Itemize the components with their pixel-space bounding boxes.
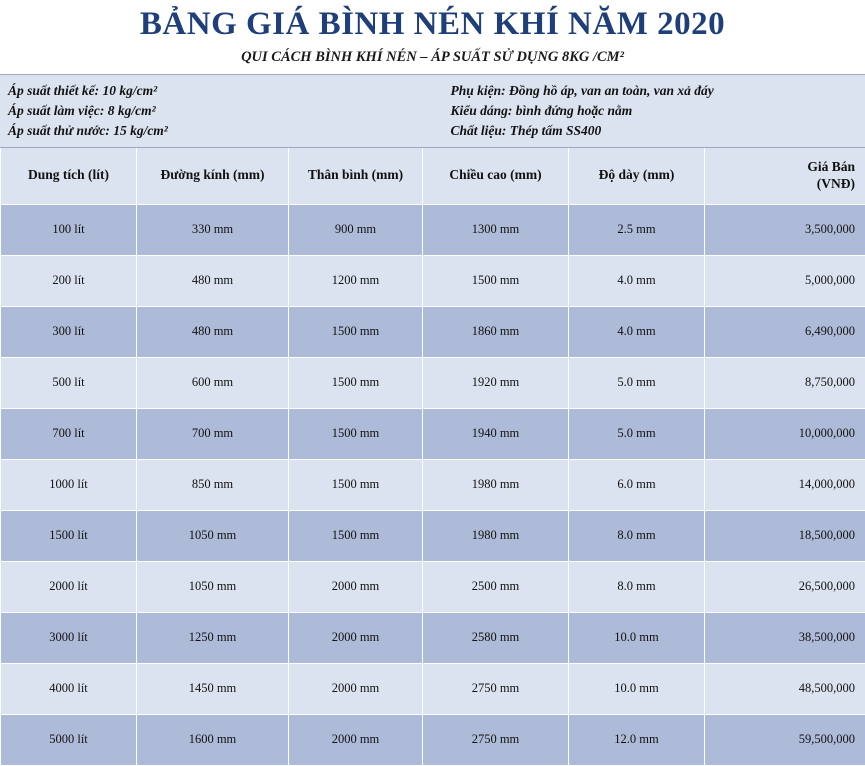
cell-body: 1500 mm — [289, 306, 423, 357]
cell-thickness: 4.0 mm — [569, 255, 705, 306]
cell-price: 59,500,000 — [705, 714, 865, 765]
cell-body: 1500 mm — [289, 408, 423, 459]
cell-height: 1500 mm — [423, 255, 569, 306]
cell-height: 2750 mm — [423, 663, 569, 714]
cell-body: 1500 mm — [289, 357, 423, 408]
cell-diameter: 1600 mm — [137, 714, 289, 765]
cell-height: 1300 mm — [423, 204, 569, 255]
cell-body: 2000 mm — [289, 612, 423, 663]
cell-height: 2580 mm — [423, 612, 569, 663]
cell-capacity: 3000 lít — [1, 612, 137, 663]
spec-test-pressure: Áp suất thử nước: 15 kg/cm² — [8, 121, 415, 141]
spec-design-pressure: Áp suất thiết kế: 10 kg/cm² — [8, 81, 415, 101]
cell-thickness: 10.0 mm — [569, 612, 705, 663]
cell-thickness: 5.0 mm — [569, 408, 705, 459]
column-header-price-line1: Giá Bán — [709, 159, 855, 176]
cell-height: 2750 mm — [423, 714, 569, 765]
column-header-diameter: Đường kính (mm) — [137, 148, 289, 205]
cell-capacity: 4000 lít — [1, 663, 137, 714]
cell-price: 10,000,000 — [705, 408, 865, 459]
cell-capacity: 500 lít — [1, 357, 137, 408]
cell-diameter: 480 mm — [137, 255, 289, 306]
cell-thickness: 10.0 mm — [569, 663, 705, 714]
table-row — [1, 408, 865, 459]
cell-height: 1980 mm — [423, 459, 569, 510]
cell-thickness: 8.0 mm — [569, 561, 705, 612]
cell-height: 1980 mm — [423, 510, 569, 561]
table-row — [1, 204, 865, 255]
cell-capacity: 100 lít — [1, 204, 137, 255]
cell-diameter: 1450 mm — [137, 663, 289, 714]
cell-capacity: 200 lít — [1, 255, 137, 306]
cell-price: 6,490,000 — [705, 306, 865, 357]
cell-thickness: 12.0 mm — [569, 714, 705, 765]
cell-price: 18,500,000 — [705, 510, 865, 561]
spec-style: Kiểu dáng: bình đứng hoặc nằm — [451, 101, 858, 121]
cell-price: 3,500,000 — [705, 204, 865, 255]
cell-price: 5,000,000 — [705, 255, 865, 306]
table-header-row — [1, 148, 865, 205]
specs-column-left — [0, 81, 423, 141]
cell-diameter: 1250 mm — [137, 612, 289, 663]
column-header-capacity: Dung tích (lít) — [1, 148, 137, 205]
table-row — [1, 561, 865, 612]
cell-capacity: 2000 lít — [1, 561, 137, 612]
table-row — [1, 612, 865, 663]
title-bar — [0, 0, 865, 47]
cell-height: 1860 mm — [423, 306, 569, 357]
column-header-price — [705, 148, 865, 205]
page-subtitle: QUI CÁCH BÌNH KHÍ NÉN – ÁP SUẤT SỬ DỤNG 8KG /CM² — [0, 49, 865, 66]
cell-body: 2000 mm — [289, 663, 423, 714]
table-row — [1, 306, 865, 357]
specs-column-right — [423, 81, 865, 141]
subtitle-bar — [0, 47, 865, 74]
cell-diameter: 850 mm — [137, 459, 289, 510]
column-header-thickness: Độ dày (mm) — [569, 148, 705, 205]
table-row — [1, 357, 865, 408]
cell-height: 1920 mm — [423, 357, 569, 408]
column-header-body: Thân bình (mm) — [289, 148, 423, 205]
price-table — [0, 148, 865, 766]
spec-working-pressure: Áp suất làm việc: 8 kg/cm² — [8, 101, 415, 121]
table-row — [1, 459, 865, 510]
cell-price: 26,500,000 — [705, 561, 865, 612]
cell-diameter: 1050 mm — [137, 510, 289, 561]
column-header-height: Chiều cao (mm) — [423, 148, 569, 205]
table-row — [1, 663, 865, 714]
cell-price: 8,750,000 — [705, 357, 865, 408]
table-body — [1, 204, 865, 765]
cell-body: 2000 mm — [289, 561, 423, 612]
cell-capacity: 700 lít — [1, 408, 137, 459]
cell-price: 14,000,000 — [705, 459, 865, 510]
cell-capacity: 300 lít — [1, 306, 137, 357]
spec-accessories: Phụ kiện: Đồng hồ áp, van an toàn, van xả đáy — [451, 81, 858, 101]
cell-diameter: 1050 mm — [137, 561, 289, 612]
table-row — [1, 510, 865, 561]
cell-diameter: 600 mm — [137, 357, 289, 408]
cell-price: 48,500,000 — [705, 663, 865, 714]
table-row — [1, 255, 865, 306]
cell-body: 1500 mm — [289, 459, 423, 510]
specifications-block — [0, 74, 865, 148]
cell-body: 2000 mm — [289, 714, 423, 765]
cell-thickness: 4.0 mm — [569, 306, 705, 357]
cell-body: 900 mm — [289, 204, 423, 255]
cell-diameter: 480 mm — [137, 306, 289, 357]
page-title: BẢNG GIÁ BÌNH NÉN KHÍ NĂM 2020 — [0, 6, 865, 43]
cell-thickness: 6.0 mm — [569, 459, 705, 510]
spec-material: Chất liệu: Thép tấm SS400 — [451, 121, 858, 141]
column-header-price-line2: (VNĐ) — [709, 176, 855, 193]
cell-height: 2500 mm — [423, 561, 569, 612]
cell-capacity: 1500 lít — [1, 510, 137, 561]
cell-height: 1940 mm — [423, 408, 569, 459]
cell-thickness: 8.0 mm — [569, 510, 705, 561]
cell-body: 1500 mm — [289, 510, 423, 561]
table-row — [1, 714, 865, 765]
cell-capacity: 5000 lít — [1, 714, 137, 765]
cell-thickness: 5.0 mm — [569, 357, 705, 408]
cell-body: 1200 mm — [289, 255, 423, 306]
cell-price: 38,500,000 — [705, 612, 865, 663]
cell-thickness: 2.5 mm — [569, 204, 705, 255]
cell-diameter: 700 mm — [137, 408, 289, 459]
cell-capacity: 1000 lít — [1, 459, 137, 510]
cell-diameter: 330 mm — [137, 204, 289, 255]
